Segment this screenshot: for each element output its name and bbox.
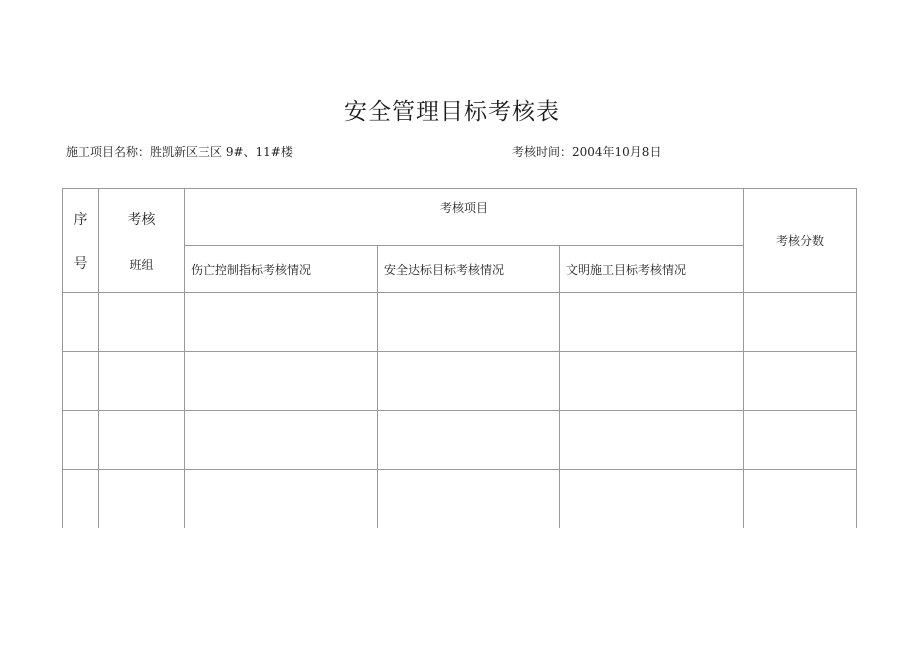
table-cell[interactable] — [560, 411, 744, 470]
table-cell[interactable] — [185, 411, 378, 470]
table-row — [63, 470, 857, 529]
score-header: 考核分数 — [744, 189, 857, 293]
table-cell[interactable] — [63, 293, 99, 352]
table-cell[interactable] — [185, 293, 378, 352]
table-cell[interactable] — [560, 352, 744, 411]
table-cell[interactable] — [63, 411, 99, 470]
table-cell[interactable] — [185, 470, 378, 529]
table-row — [63, 411, 857, 470]
table-cell[interactable] — [63, 470, 99, 529]
table-cell[interactable] — [99, 411, 185, 470]
team-header-top: 考核 — [127, 211, 156, 228]
project-name: 施工项目名称：胜凯新区三区 9#、11#楼 — [66, 145, 293, 159]
team-header-bottom: 班组 — [129, 257, 154, 272]
table-cell[interactable] — [99, 293, 185, 352]
header-row — [63, 189, 857, 246]
table-row — [63, 293, 857, 352]
civilized-construction-header: 文明施工目标考核情况 — [560, 246, 744, 293]
table-cell[interactable] — [744, 411, 857, 470]
table-cell[interactable] — [99, 352, 185, 411]
team-header — [99, 189, 185, 293]
table-cell[interactable] — [744, 293, 857, 352]
assessment-table — [62, 188, 857, 528]
casualty-control-header: 伤亡控制指标考核情况 — [185, 246, 378, 293]
table-cell[interactable] — [378, 470, 560, 529]
table-cell[interactable] — [185, 352, 378, 411]
table-cell[interactable] — [744, 470, 857, 529]
assessment-date: 考核时间：2004年10月8日 — [512, 145, 662, 159]
table-cell[interactable] — [560, 293, 744, 352]
table-cell[interactable] — [744, 352, 857, 411]
seq-header-bottom: 号 — [73, 255, 88, 272]
seq-header — [63, 189, 99, 293]
table-cell[interactable] — [378, 352, 560, 411]
table-cell[interactable] — [378, 293, 560, 352]
table-cell[interactable] — [99, 470, 185, 529]
safety-standard-header: 安全达标目标考核情况 — [378, 246, 560, 293]
table-row — [63, 352, 857, 411]
seq-header-top: 序 — [73, 211, 88, 228]
page-title: 安全管理目标考核表 — [344, 99, 560, 125]
table-cell[interactable] — [378, 411, 560, 470]
table-cell[interactable] — [63, 352, 99, 411]
items-group-header: 考核项目 — [185, 189, 744, 246]
table-cell[interactable] — [560, 470, 744, 529]
